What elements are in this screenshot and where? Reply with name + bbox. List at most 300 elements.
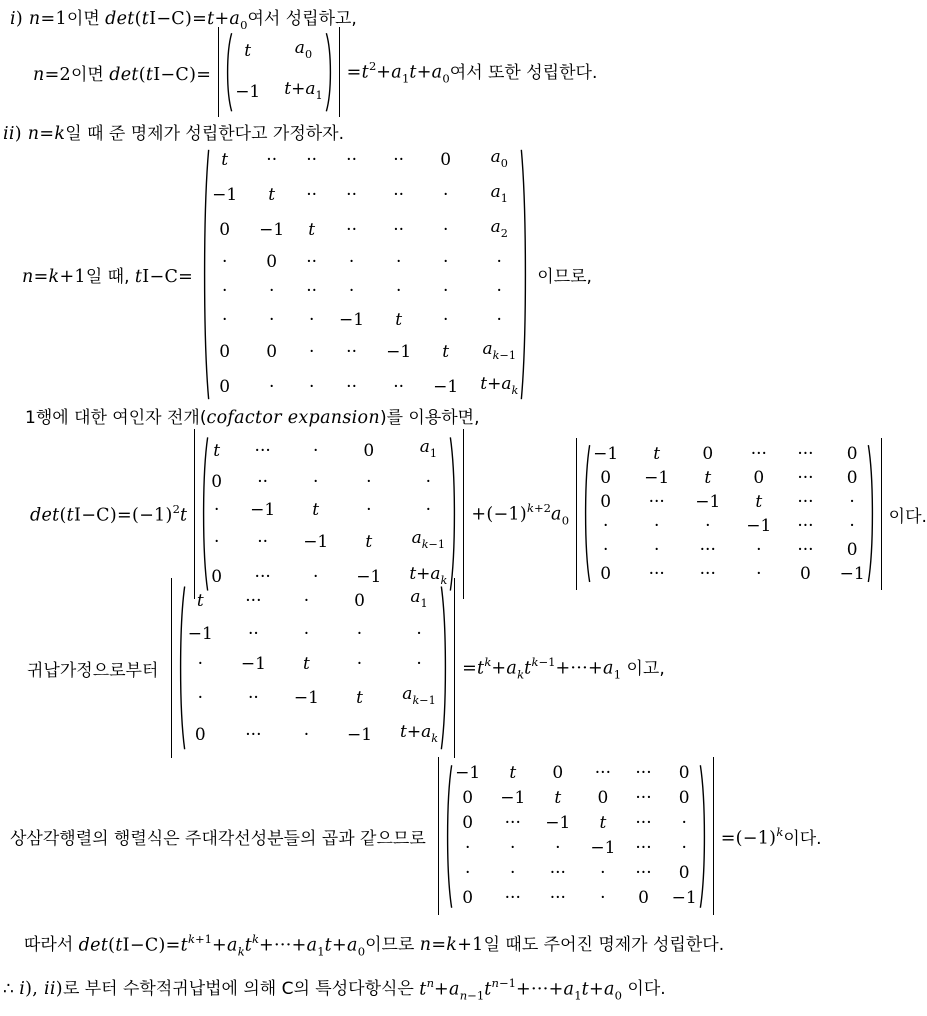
matrix-cell	[455, 761, 480, 786]
matrix-cell	[649, 562, 665, 586]
matrix-cell	[212, 181, 237, 210]
matrix-cell	[304, 586, 309, 616]
math-fragment: 1	[500, 191, 508, 205]
math-fragment: 0	[219, 377, 231, 398]
math-fragment: )	[15, 9, 29, 29]
matrix-cell	[545, 811, 570, 836]
matrix-cell	[393, 373, 404, 402]
matrix-cell	[354, 586, 365, 616]
math-variable: i	[19, 979, 26, 999]
determinant-bar-left	[576, 438, 577, 590]
math-variable: t	[244, 40, 252, 61]
math-fragment: ·	[443, 220, 449, 240]
hypothesis-determinant	[171, 582, 455, 753]
math-fragment: +1	[457, 935, 484, 955]
korean-text: 이면	[70, 64, 110, 85]
math-variable: k	[252, 931, 260, 946]
subscript	[422, 539, 445, 552]
math-fragment: I−C)=	[149, 9, 208, 29]
matrix-cell	[797, 538, 813, 562]
matrix-cell	[308, 216, 315, 245]
math-fragment: +	[212, 935, 227, 955]
korean-text: 로 부터 수학적귀납법에 의해 C의 특성다항식은	[62, 979, 420, 999]
math-fragment: ·	[496, 252, 502, 273]
cofactor2-determinant	[576, 442, 882, 586]
n2-rhs	[347, 58, 598, 86]
math-fragment: 0	[304, 48, 313, 61]
math-variable: a	[306, 935, 318, 955]
math-fragment: ···	[504, 813, 521, 833]
math-fragment: ··	[306, 281, 318, 302]
matrix-cell	[269, 306, 274, 335]
math-fragment: −1	[433, 377, 459, 398]
math-fragment: 0	[600, 468, 612, 488]
subscript	[614, 668, 621, 682]
subscript	[412, 695, 435, 708]
math-fragment: ·	[313, 567, 319, 588]
matrix-cell	[304, 720, 309, 750]
matrix-grid-hypothesis	[188, 582, 438, 753]
matrix-cell	[346, 146, 357, 175]
math-fragment: −1	[499, 349, 516, 363]
math-fragment: ···	[549, 863, 566, 883]
cofactor-expansion-line	[25, 403, 480, 428]
base-case-n2-line	[33, 28, 597, 116]
matrix-cell	[797, 514, 813, 538]
tI-minus-C-matrix	[200, 143, 530, 405]
korean-text: 이므로,	[537, 266, 592, 287]
superscript	[188, 932, 212, 946]
matrix-cell	[797, 490, 813, 514]
superscript	[531, 655, 555, 669]
math-variable: k	[431, 731, 439, 745]
matrix-cell	[255, 437, 271, 465]
matrix-cell	[505, 886, 521, 911]
math-fragment: ·	[756, 540, 762, 560]
korean-text: 이다.	[783, 828, 822, 849]
math-text	[462, 655, 621, 682]
subscript	[431, 732, 438, 745]
math-fragment: =	[33, 266, 49, 287]
matrix-cell	[313, 468, 318, 496]
matrix-cell	[269, 373, 274, 402]
math-variable: k	[446, 935, 458, 955]
triangular-equation-block	[10, 757, 822, 915]
math-fragment: ·	[602, 540, 609, 560]
math-fragment: ···	[254, 440, 271, 461]
matrix-cell	[393, 181, 404, 210]
matrix-cell	[600, 466, 611, 490]
math-fragment: +2	[533, 500, 552, 515]
math-fragment: ·	[756, 564, 762, 584]
math-variable: n	[22, 266, 34, 287]
math-fragment: −1	[346, 725, 373, 746]
math-fragment: −1	[593, 444, 619, 464]
matrix-cell	[480, 370, 518, 405]
math-variable: t	[484, 979, 492, 999]
math-fragment: 0	[753, 468, 765, 488]
math-fragment: −1	[590, 838, 616, 858]
math-fragment: ··	[266, 149, 278, 170]
math-variable: k	[511, 384, 519, 398]
math-variable: k	[54, 124, 66, 144]
math-fragment: +	[332, 935, 347, 955]
superscript	[492, 976, 516, 990]
math-fragment: +	[588, 979, 604, 999]
math-variable: t	[524, 658, 532, 679]
math-fragment: ···	[254, 567, 271, 588]
k-plus-1-lhs	[22, 262, 193, 287]
matrix-cell	[198, 683, 203, 713]
math-fragment: ·	[443, 281, 449, 302]
math-fragment: −1	[339, 310, 365, 331]
determinant-bar-right	[339, 27, 340, 117]
matrix-cell	[603, 538, 608, 562]
math-fragment: (	[108, 935, 116, 955]
math-fragment: ·	[269, 281, 275, 302]
math-text	[135, 267, 193, 287]
matrix-cell	[600, 886, 605, 911]
left-paren-icon	[582, 443, 591, 584]
left-paren-icon	[177, 584, 186, 752]
matrix-cell	[259, 216, 284, 245]
math-fragment: −1	[250, 500, 276, 521]
math-fragment: ·	[425, 472, 432, 493]
matrix-cell	[840, 562, 865, 586]
math-fragment: ··	[247, 688, 259, 708]
matrix-cell	[552, 761, 563, 786]
subscript	[493, 349, 516, 362]
math-fragment: 0	[440, 149, 452, 170]
math-fragment: ·	[705, 516, 711, 536]
matrix-cell	[412, 524, 446, 559]
math-variable: t	[207, 9, 215, 29]
math-fragment: 0	[678, 863, 690, 883]
matrix-cell	[653, 442, 660, 466]
math-fragment: −1	[419, 694, 436, 708]
math-variable: a	[229, 9, 241, 29]
subscript	[501, 157, 508, 170]
subscript	[442, 72, 449, 86]
math-fragment: −1	[671, 888, 697, 908]
matrix-cell	[245, 586, 261, 616]
math-variable: a	[411, 528, 422, 549]
math-text	[19, 979, 63, 999]
math-fragment: I−C=	[142, 266, 194, 287]
matrix-grid-triangular	[455, 761, 697, 911]
matrix-cell	[509, 761, 516, 786]
superscript	[776, 825, 783, 839]
superscript	[173, 502, 180, 516]
math-fragment: 0	[462, 813, 474, 833]
matrix-cell	[357, 649, 362, 679]
matrix-cell	[268, 181, 275, 210]
math-fragment: )	[55, 979, 63, 999]
induction-assumption-line	[3, 119, 344, 144]
math-fragment: ·	[303, 624, 310, 645]
math-fragment: ),	[25, 979, 44, 999]
right-paren-icon	[520, 146, 529, 403]
matrix-cell	[679, 861, 690, 886]
matrix-cell	[700, 562, 716, 586]
math-variable: i	[10, 9, 16, 29]
math-fragment: −1	[212, 184, 238, 205]
math-text	[79, 932, 365, 959]
matrix-cell	[248, 683, 259, 713]
matrix-cell	[847, 442, 858, 466]
math-fragment: ·	[849, 516, 855, 536]
math-fragment: 0	[552, 763, 564, 783]
matrix-cell	[847, 466, 858, 490]
math-fragment: ···	[594, 763, 611, 783]
math-fragment: ·	[197, 688, 204, 708]
matrix-cell	[426, 496, 431, 524]
math-fragment: 1	[420, 597, 428, 611]
math-variable: t	[134, 266, 143, 287]
matrix-cell	[462, 786, 473, 811]
matrix-cell	[590, 836, 615, 861]
math-fragment: ·	[366, 500, 372, 521]
math-fragment: 0	[194, 725, 206, 746]
matrix-cell	[244, 34, 251, 69]
right-paren-icon	[440, 584, 449, 752]
matrix-cell	[195, 720, 206, 750]
math-fragment: I−C)=	[153, 64, 212, 85]
math-fragment: −1	[545, 813, 571, 833]
math-fragment: ·	[303, 725, 310, 746]
matrix-cell	[306, 277, 317, 306]
math-fragment: +	[434, 979, 449, 999]
math-text	[419, 976, 622, 1003]
math-fragment: )	[14, 124, 28, 144]
math-variable: ii	[3, 124, 15, 144]
math-fragment: ···	[797, 492, 814, 512]
korean-text: 이다.	[888, 506, 927, 527]
matrix-cell	[213, 437, 220, 465]
matrix-cell	[702, 442, 713, 466]
math-fragment: 2	[500, 227, 508, 241]
math-variable: a	[419, 437, 430, 458]
math-fragment: 0	[211, 567, 223, 588]
determinant-bar-right	[454, 578, 455, 757]
math-fragment: ···	[549, 888, 566, 908]
math-fragment: ·	[600, 888, 606, 908]
math-variable: a	[431, 62, 443, 83]
math-fragment: ·	[425, 500, 432, 521]
matrix-cell	[433, 373, 458, 402]
math-fragment: −1	[356, 567, 382, 588]
matrix-cell	[269, 277, 274, 306]
math-fragment: ·	[510, 838, 516, 858]
math-variable: a	[563, 979, 575, 999]
matrix-cell	[756, 562, 761, 586]
k-plus-1-matrix-block	[22, 146, 592, 398]
math-variable: t	[509, 763, 517, 783]
subscript	[511, 384, 518, 397]
matrix-cell	[266, 248, 277, 277]
matrix-cell	[235, 75, 260, 110]
math-fragment: ·	[303, 590, 310, 611]
math-fragment: ·	[269, 310, 275, 331]
n2-lhs	[33, 60, 211, 85]
math-text	[721, 825, 784, 849]
math-variable: t	[145, 64, 154, 85]
matrix-cell	[221, 146, 228, 175]
math-fragment: ·	[496, 310, 502, 331]
math-fragment: 1	[429, 447, 437, 461]
math-fragment: 2	[368, 59, 377, 74]
matrix-cell	[357, 619, 362, 649]
math-fragment: 1	[315, 89, 323, 103]
math-fragment: 0	[462, 788, 474, 808]
math-fragment: 0	[357, 944, 366, 959]
determinant-bar-left	[194, 429, 195, 598]
math-fragment: 1	[317, 944, 325, 959]
matrix-cell	[211, 468, 222, 496]
matrix-cell	[756, 538, 761, 562]
math-fragment: ···	[635, 788, 652, 808]
math-fragment: −1	[746, 516, 772, 536]
math-fragment: +	[416, 62, 432, 83]
math-fragment: +1	[59, 266, 86, 287]
hypothesis-rhs	[462, 654, 665, 682]
math-fragment: ··	[306, 184, 318, 205]
math-fragment: ·	[197, 654, 204, 675]
math-variable: t	[409, 563, 417, 584]
korean-text: 따라서	[24, 935, 79, 955]
matrix-cell	[555, 836, 560, 861]
matrix-cell	[303, 528, 328, 556]
matrix-cell	[603, 514, 608, 538]
math-text	[420, 935, 484, 955]
math-variable: t	[244, 935, 253, 955]
matrix-cell	[363, 437, 374, 465]
right-paren-icon	[699, 763, 708, 910]
math-fragment: ·	[395, 252, 402, 273]
matrix-cell	[365, 528, 372, 556]
math-fragment: ···	[797, 444, 814, 464]
math-fragment: 0	[600, 492, 612, 512]
math-variable: t	[308, 220, 316, 240]
math-variable: t	[365, 532, 373, 552]
math-fragment: ··	[346, 149, 357, 170]
matrix-cell	[443, 306, 448, 335]
math-variable: t	[356, 688, 363, 708]
math-fragment: ··	[393, 220, 405, 240]
superscript	[527, 501, 551, 515]
math-fragment: +	[406, 721, 422, 742]
matrix-cell	[356, 683, 363, 713]
right-paren-icon	[449, 435, 458, 593]
math-variable: k	[531, 655, 539, 670]
triangular-rhs	[721, 824, 822, 849]
matrix-cell	[672, 886, 697, 911]
math-fragment: ··	[346, 342, 357, 363]
math-fragment: ·	[464, 863, 471, 883]
matrix-cell	[681, 811, 686, 836]
math-fragment: ··	[346, 184, 357, 205]
matrix-cell	[679, 761, 690, 786]
math-fragment: (	[134, 9, 142, 29]
matrix-cell	[257, 468, 268, 496]
subscript	[430, 447, 437, 460]
math-variable: n	[27, 124, 40, 144]
math-fragment: 0	[500, 156, 508, 170]
math-fragment: ·	[348, 281, 355, 302]
math-fragment: −1	[500, 788, 526, 808]
matrix-cell	[505, 811, 521, 836]
math-fragment: 0	[240, 18, 248, 33]
matrix-cell	[847, 538, 858, 562]
math-fragment: ·	[221, 281, 228, 302]
determinant-bar-right	[881, 438, 882, 590]
matrix-cell	[497, 248, 502, 277]
subscript	[421, 597, 428, 610]
math-variable: k	[517, 668, 525, 683]
math-variable: t	[196, 590, 204, 611]
math-variable: t	[480, 374, 488, 395]
math-fragment: ·	[313, 440, 319, 461]
matrix-cell	[593, 442, 618, 466]
subscript	[615, 988, 622, 1002]
math-variable: t	[179, 505, 188, 526]
math-text	[347, 59, 450, 86]
math-variable: t	[221, 149, 229, 170]
math-fragment: ·	[600, 863, 606, 883]
math-fragment: I−C)=	[122, 935, 181, 955]
triangular-determinant	[438, 761, 714, 911]
math-fragment: =	[39, 124, 55, 144]
math-fragment: ·	[269, 377, 275, 398]
conclusion-k-plus-1-line	[24, 930, 724, 958]
math-fragment: ···	[635, 838, 652, 858]
math-variable: k	[526, 500, 534, 515]
math-variable: t	[409, 62, 417, 83]
math-text	[109, 65, 211, 85]
matrix-cell	[410, 582, 427, 619]
subscript	[305, 48, 312, 61]
matrix-cell	[599, 811, 606, 836]
matrix-cell	[386, 338, 411, 367]
left-paren-icon	[200, 435, 209, 593]
math-fragment: +	[491, 658, 507, 679]
math-fragment: ·	[602, 516, 609, 536]
korean-text: 귀납가정으로부터	[27, 660, 164, 681]
math-fragment: ·	[214, 532, 220, 552]
math-variable: a	[421, 721, 432, 742]
superscript	[427, 976, 434, 990]
math-variable: k	[492, 349, 500, 363]
math-fragment: −1	[498, 975, 517, 990]
math-fragment: −1	[467, 988, 485, 1003]
math-fragment: ···	[245, 725, 262, 746]
matrix-cell	[597, 786, 608, 811]
math-fragment: ·	[348, 252, 355, 273]
matrix-cell	[416, 649, 421, 679]
matrix-cell	[465, 861, 470, 886]
math-fragment: −1	[303, 532, 329, 552]
math-fragment: ··	[257, 532, 269, 552]
matrix-cell	[304, 619, 309, 649]
matrix-cell	[483, 335, 517, 370]
math-fragment: +1	[194, 931, 212, 946]
matrix-cell	[250, 496, 275, 524]
matrix-cell	[309, 338, 314, 367]
math-variable: det	[30, 505, 60, 526]
korean-text: 일 때도 주어진 명제가 성립한다.	[483, 935, 725, 955]
math-fragment: =(−1)	[720, 828, 777, 849]
matrix-cell	[443, 216, 448, 245]
